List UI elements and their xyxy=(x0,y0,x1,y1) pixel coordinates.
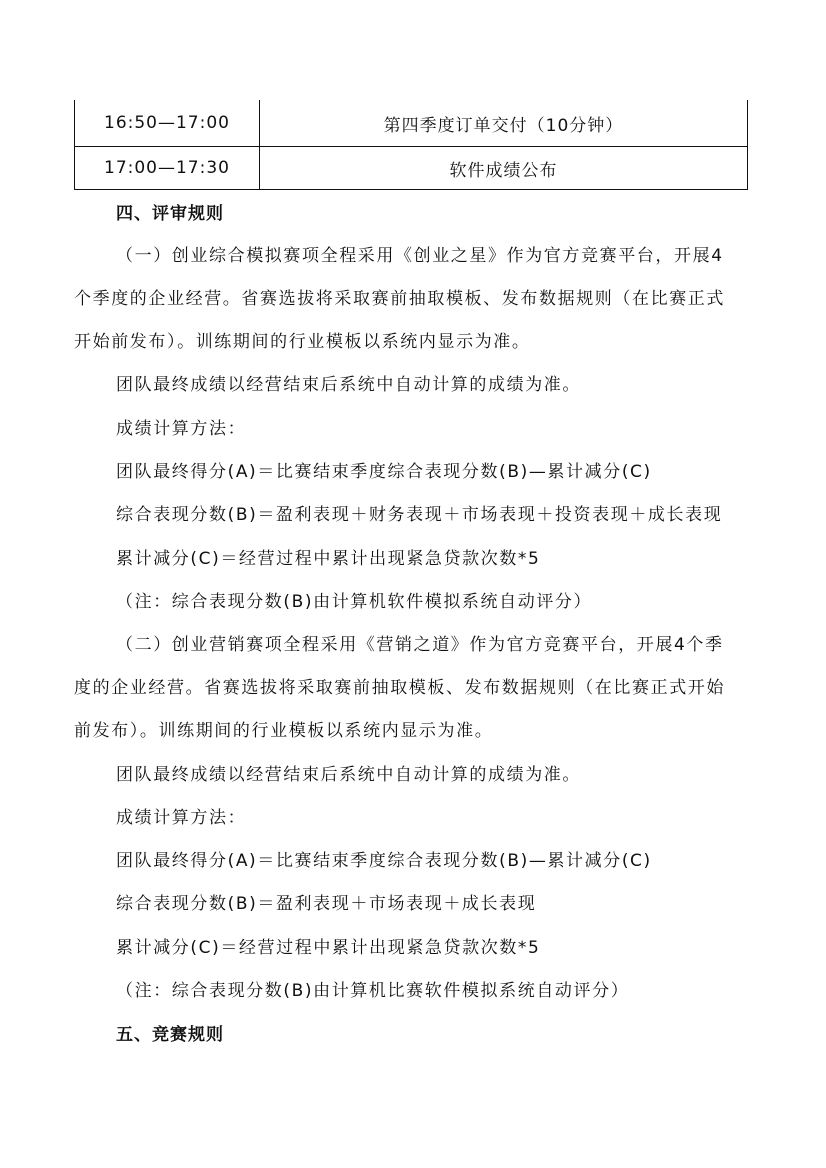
formula-line: 综合表现分数(B)＝盈利表现＋市场表现＋成长表现 xyxy=(116,894,537,914)
paragraph-line: 度的企业经营。省赛选拔将采取赛前抽取模板、发布数据规则（在比赛正式开始 xyxy=(74,678,725,698)
paragraph-line: 个季度的企业经营。省赛选拔将采取赛前抽取模板、发布数据规则（在比赛正式 xyxy=(74,289,725,309)
table-row xyxy=(75,100,748,147)
note-line: （注：综合表现分数(B)由计算机比赛软件模拟系统自动评分） xyxy=(116,981,630,1001)
paragraph-line: （二）创业营销赛项全程采用《营销之道》作为官方竞赛平台，开展4个季 xyxy=(116,635,724,655)
time-cell: 16:50—17:00 xyxy=(75,100,260,147)
content-cell: 第四季度订单交付（10分钟） xyxy=(260,100,748,147)
note-line: （注：综合表现分数(B)由计算机软件模拟系统自动评分） xyxy=(116,592,593,612)
formula-line: 综合表现分数(B)＝盈利表现＋财务表现＋市场表现＋投资表现＋成长表现 xyxy=(116,505,723,525)
section-heading-review-rules: 四、评审规则 xyxy=(116,204,224,224)
content-cell: 软件成绩公布 xyxy=(260,147,748,190)
formula-line: 累计减分(C)＝经营过程中累计出现紧急贷款次数*5 xyxy=(116,938,541,958)
formula-line: 团队最终得分(A)＝比赛结束季度综合表现分数(B)—累计减分(C) xyxy=(116,851,652,871)
paragraph-line: 团队最终成绩以经营结束后系统中自动计算的成绩为准。 xyxy=(116,375,581,395)
paragraph-line: 前发布）。训练期间的行业模板以系统内显示为准。 xyxy=(74,721,494,741)
section-heading-competition-rules: 五、竞赛规则 xyxy=(116,1025,224,1045)
paragraph-line: 成绩计算方法： xyxy=(116,808,247,828)
time-cell: 17:00—17:30 xyxy=(75,147,260,190)
table-row xyxy=(75,147,748,190)
formula-line: 团队最终得分(A)＝比赛结束季度综合表现分数(B)—累计减分(C) xyxy=(116,462,652,482)
paragraph-line: 开始前发布）。训练期间的行业模板以系统内显示为准。 xyxy=(74,332,531,352)
paragraph-line: （一）创业综合模拟赛项全程采用《创业之星》作为官方竞赛平台，开展4 xyxy=(116,246,724,266)
paragraph-line: 团队最终成绩以经营结束后系统中自动计算的成绩为准。 xyxy=(116,765,581,785)
formula-line: 累计减分(C)＝经营过程中累计出现紧急贷款次数*5 xyxy=(116,549,541,569)
paragraph-line: 成绩计算方法： xyxy=(116,419,247,439)
schedule-table xyxy=(74,100,748,190)
